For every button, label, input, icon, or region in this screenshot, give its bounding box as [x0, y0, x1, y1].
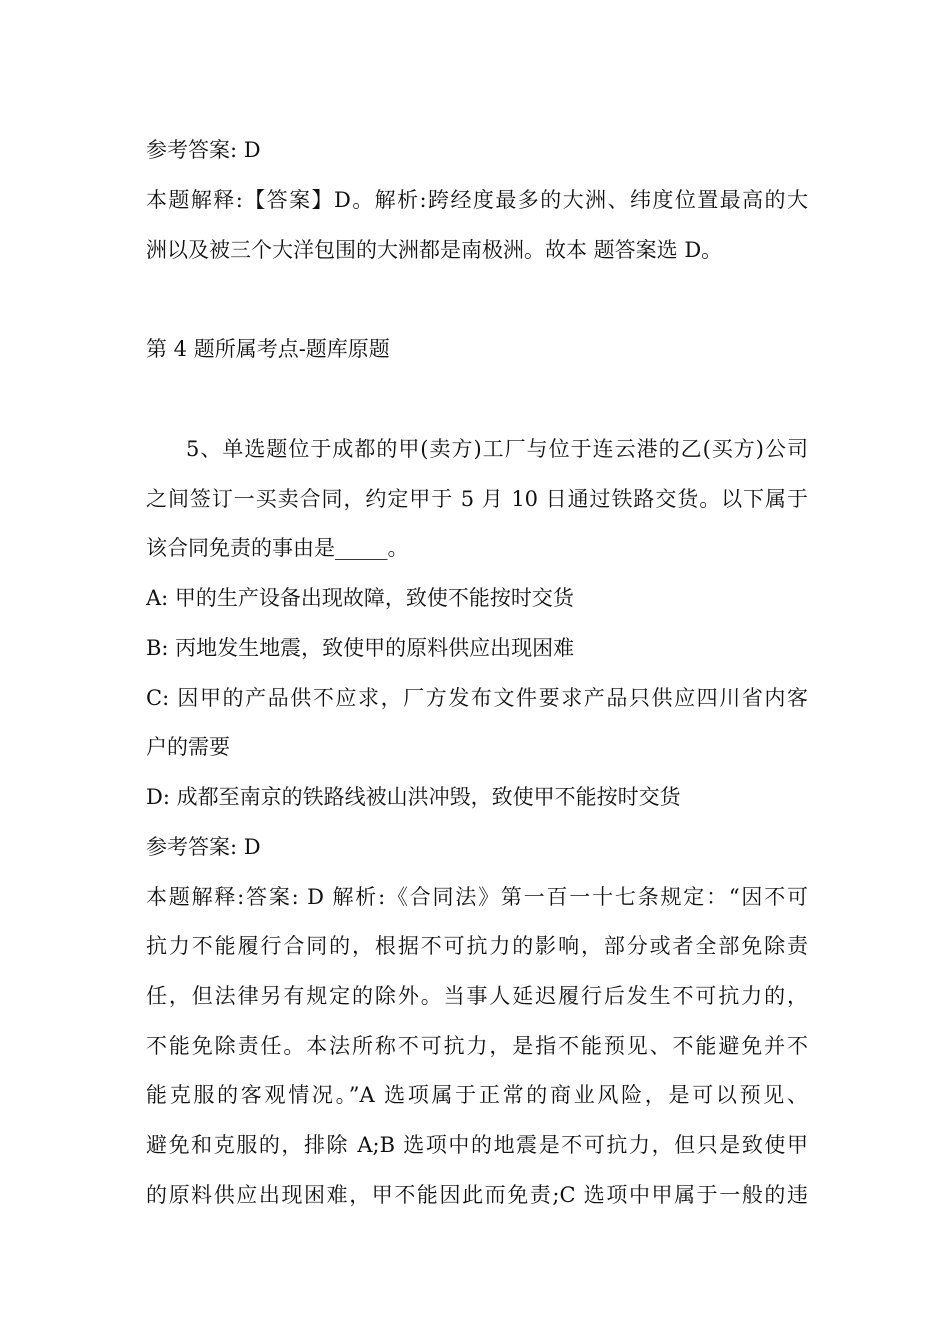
- option-c-line: 户的需要: [146, 735, 230, 759]
- explanation-line: 避免和克服的，排除 A;B 选项中的地震是不可抗力，但只是致使甲: [146, 1133, 808, 1157]
- question-stem-line: 该合同免责的事由是_____。: [146, 536, 409, 560]
- topic-note: 第 4 题所属考点-题库原题: [146, 337, 390, 361]
- explanation-line: 能克服的客观情况。”A 选项属于正常的商业风险，是可以预见、: [146, 1083, 808, 1107]
- explanation-line: 本题解释:答案: D 解析:《合同法》第一百一十七条规定：“因不可: [146, 885, 808, 909]
- explanation-line: 抗力不能履行合同的，根据不可抗力的影响，部分或者全部免除责: [146, 934, 808, 958]
- explanation-line: 任，但法律另有规定的除外。当事人延迟履行后发生不可抗力的，: [146, 984, 808, 1008]
- explanation-line: 本题解释:【答案】D。解析:跨经度最多的大洲、纬度位置最高的大: [146, 188, 808, 212]
- option-b: B: 丙地发生地震，致使甲的原料供应出现困难: [146, 636, 575, 660]
- answer-line: 参考答案: D: [146, 835, 261, 859]
- explanation-line: 洲以及被三个大洋包围的大洲都是南极洲。故本 题答案选 D。: [146, 238, 723, 262]
- explanation-line: 的原料供应出现困难，甲不能因此而免责;C 选项中甲属于一般的违: [146, 1183, 808, 1207]
- option-d: D: 成都至南京的铁路线被山洪冲毁，致使甲不能按时交货: [146, 785, 681, 809]
- option-c-line: C: 因甲的产品供不应求，厂方发布文件要求产品只供应四川省内客: [146, 686, 808, 710]
- question-stem-line: 5、单选题位于成都的甲(卖方)工厂与位于连云港的乙(买方)公司: [186, 437, 808, 461]
- answer-line: 参考答案: D: [146, 138, 261, 162]
- question-stem-line: 之间签订一买卖合同，约定甲于 5 月 10 日通过铁路交货。以下属于: [146, 487, 808, 511]
- explanation-line: 不能免除责任。本法所称不可抗力，是指不能预见、不能避免并不: [146, 1034, 808, 1058]
- option-a: A: 甲的生产设备出现故障，致使不能按时交货: [146, 586, 574, 610]
